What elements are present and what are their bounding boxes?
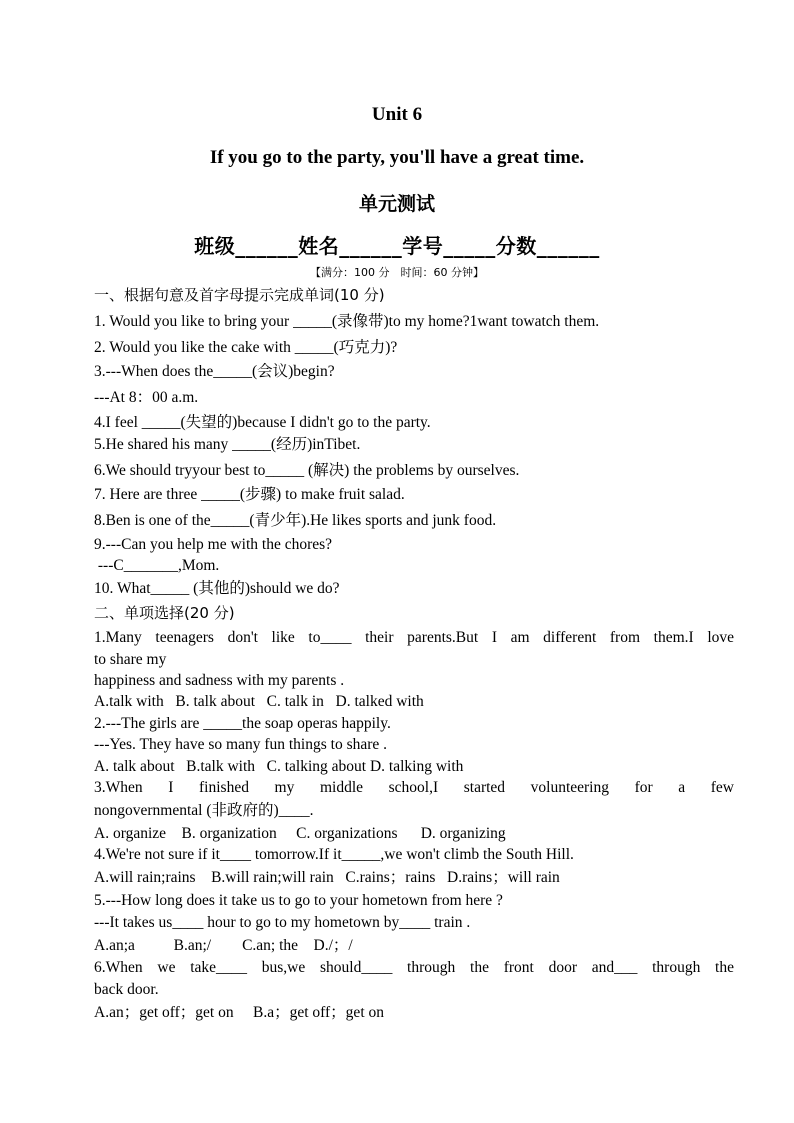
question-line: 3.---When does the_____(会议)begin? xyxy=(94,363,335,380)
test-heading: 单元测试 xyxy=(358,193,435,215)
question-line: to share my xyxy=(94,651,167,668)
question-line: 7. Here are three _____(步骤) to make fruit salad. xyxy=(94,486,405,503)
question-line: 4.We're not sure if it____ tomorrow.If it_____,we won't climb the South Hill. xyxy=(94,846,574,863)
question-line: 9.---Can you help me with the chores? xyxy=(94,536,333,553)
answer-options: A.talk with B. talk about C. talk in D. talked with xyxy=(94,693,424,710)
question-line: ---At 8：00 a.m. xyxy=(94,389,199,406)
answer-options: A.an;a B.an;/ C.an; the D./；/ xyxy=(94,937,353,954)
question-line: 3.When I finished my middle school,I started volunteering for a few xyxy=(94,779,734,796)
answer-options: A.an；get off；get on B.a；get off；get on xyxy=(94,1004,384,1021)
question-line: ---It takes us____ hour to go to my hometown by____ train . xyxy=(94,914,471,931)
score-time-note: 【满分：100 分 时间：60 分钟】 xyxy=(310,266,484,279)
question-line: 5.He shared his many _____(经历)inTibet. xyxy=(94,436,361,453)
question-line: ---Yes. They have so many fun things to share . xyxy=(94,736,388,753)
section-heading-multiple-choice: 二、单项选择(20 分) xyxy=(94,604,235,622)
answer-options: A.will rain;rains B.will rain;will rain C.rains；rains D.rains；will rain xyxy=(94,869,560,886)
question-line: 8.Ben is one of the_____(青少年).He likes sports and junk food. xyxy=(94,512,497,529)
question-line: 10. What_____ (其他的)should we do? xyxy=(94,580,340,597)
question-line: 6.When we take____ bus,we should____ through the front door and___ through the xyxy=(94,959,734,976)
question-line: ---C_______,Mom. xyxy=(94,557,220,574)
answer-options: A. organize B. organization C. organizations D. organizing xyxy=(94,825,506,842)
unit-title: Unit 6 xyxy=(371,104,423,125)
question-line: 6.We should tryyour best to_____ (解决) the problems by ourselves. xyxy=(94,462,520,479)
question-line: back door. xyxy=(94,981,159,998)
question-line: 4.I feel _____(失望的)because I didn't go to the party. xyxy=(94,414,431,431)
question-line: 1. Would you like to bring your _____(录像带)to my home?1want towatch them. xyxy=(94,313,600,330)
question-line: 2. Would you like the cake with _____(巧克力)? xyxy=(94,339,398,356)
answer-options: A. talk about B.talk with C. talking about D. talking with xyxy=(94,758,464,775)
question-line: nongovernmental (非政府的)____. xyxy=(94,802,314,819)
unit-subtitle: If you go to the party, you'll have a great time. xyxy=(209,147,585,168)
student-info-line: 班级______姓名______学号_____分数______ xyxy=(194,234,600,258)
question-line: happiness and sadness with my parents . xyxy=(94,672,345,689)
question-line: 1.Many teenagers don't like to____ their parents.But I am different from them.I love xyxy=(94,629,734,646)
question-line: 5.---How long does it take us to go to your hometown from here ? xyxy=(94,892,503,909)
question-line: 2.---The girls are _____the soap operas happily. xyxy=(94,715,391,732)
section-heading-vocabulary: 一、根据句意及首字母提示完成单词(10 分) xyxy=(94,286,385,304)
